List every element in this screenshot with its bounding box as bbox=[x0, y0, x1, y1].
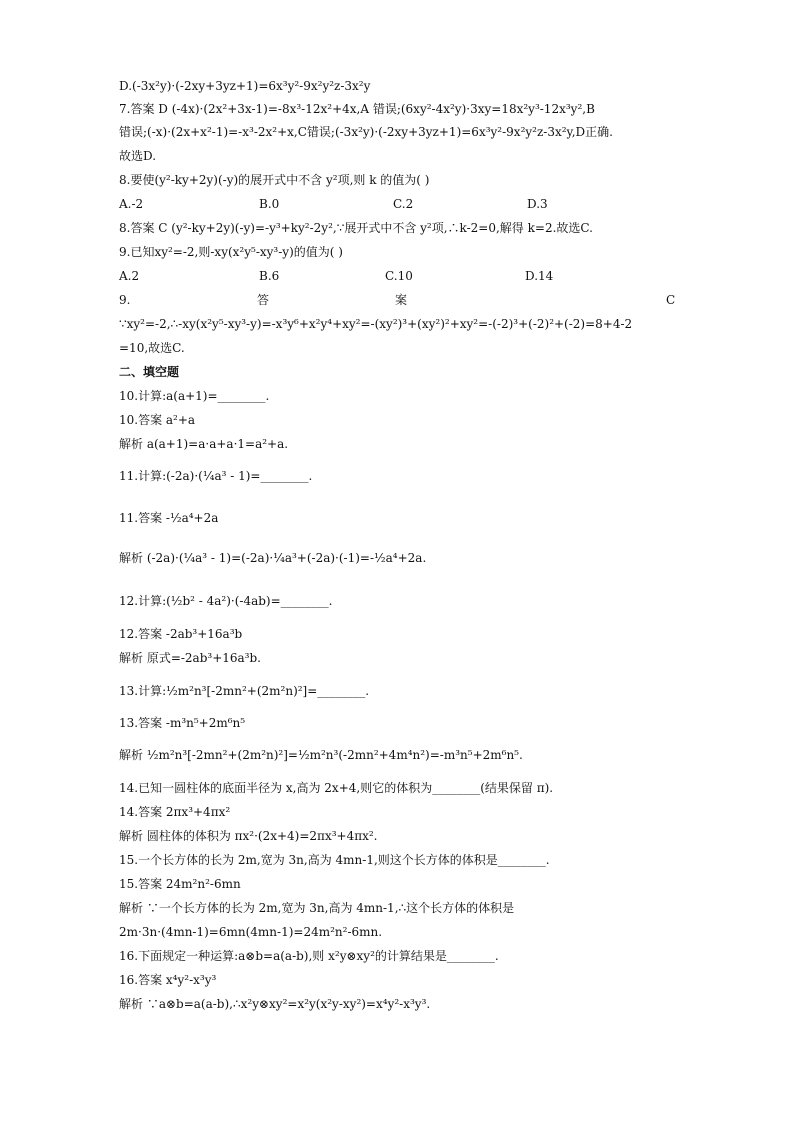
section-heading: 二、填空题 bbox=[119, 365, 180, 379]
answer-10: 10.答案 a²+a bbox=[119, 413, 196, 427]
question-10: 10.计算:a(a+1)=________. bbox=[119, 389, 270, 403]
explanation-12: 解析 原式=-2ab³+16a³b. bbox=[119, 651, 261, 665]
text-line: D.(-3x²y)·(-2xy+3yz+1)=6x³y²-9x²y²z-3x²y bbox=[119, 79, 371, 93]
answer-11: 11.答案 -½a⁴+2a bbox=[119, 511, 219, 525]
explanation-11: 解析 (-2a)·(¼a³ - 1)=(-2a)·¼a³+(-2a)·(-1)=-½a⁴+2a. bbox=[119, 551, 427, 565]
explanation-13: 解析 ½m²n³[-2mn²+(2m²n)²]=½m²n³(-2mn²+4m⁴n²)=-m³n⁵+2m⁶n⁵. bbox=[119, 748, 523, 762]
explanation-15: 解析 ∵一个长方体的长为 2m,宽为 3n,高为 4mn-1,∴这个长方体的体积是 bbox=[119, 901, 515, 915]
question-11: 11.计算:(-2a)·(¼a³ - 1)=________. bbox=[119, 469, 313, 483]
text-line: 错误;(-x)·(2x+x²-1)=-x³-2x²+x,C错误;(-3x²y)·(-2xy+3yz+1)=6x³y²-9x²y²z-3x²y,D正确. bbox=[119, 125, 613, 139]
option: D.3 bbox=[527, 197, 548, 211]
question-8: 8.要使(y²-ky+2y)(-y)的展开式中不含 y²项,则 k 的值为( ) bbox=[119, 173, 430, 187]
option: A.-2 bbox=[119, 197, 144, 211]
question-16: 16.下面规定一种运算:a⊗b=a(a-b),则 x²y⊗xy²的计算结果是________. bbox=[119, 949, 499, 963]
answer-8: 8.答案 C (y²-ky+2y)(-y)=-y³+ky²-2y²,∵展开式中不含 y²项,∴k-2=0,解得 k=2.故选C. bbox=[119, 221, 593, 235]
text-line: =10,故选C. bbox=[119, 341, 185, 355]
option: D.14 bbox=[525, 269, 554, 283]
explanation-16: 解析 ∵a⊗b=a(a-b),∴x²y⊗xy²=x²y(x²y-xy²)=x⁴y²-x³y³. bbox=[119, 997, 431, 1011]
option: B.6 bbox=[259, 269, 280, 283]
text-line: 7.答案 D (-4x)·(2x²+3x-1)=-8x³-12x²+4x,A 错误;(6xy²-4x²y)·3xy=18x²y³-12x³y²,B bbox=[119, 102, 595, 116]
answer-12: 12.答案 -2ab³+16a³b bbox=[119, 627, 243, 641]
option: C.10 bbox=[385, 269, 413, 283]
option: B.0 bbox=[259, 197, 280, 211]
question-14: 14.已知一圆柱体的底面半径为 x,高为 2x+4,则它的体积为________(结果保留 π). bbox=[119, 781, 554, 795]
question-15: 15.一个长方体的长为 2m,宽为 3n,高为 4mn-1,则这个长方体的体积是________. bbox=[119, 853, 550, 867]
explanation-15-cont: 2m·3n·(4mn-1)=6mn(4mn-1)=24m²n²-6mn. bbox=[119, 925, 383, 939]
explanation-14: 解析 圆柱体的体积为 πx²·(2x+4)=2πx³+4πx². bbox=[119, 829, 378, 843]
text-line: 故选D. bbox=[119, 149, 157, 163]
answer-16: 16.答案 x⁴y²-x³y³ bbox=[119, 973, 217, 987]
explanation-10: 解析 a(a+1)=a·a+a·1=a²+a. bbox=[119, 437, 289, 451]
text-line: ∵xy²=-2,∴-xy(x²y⁵-xy³-y)=-x³y⁶+x²y⁴+xy²=-(xy²)³+(xy²)²+xy²=-(-2)³+(-2)²+(-2)=8+4-2 bbox=[119, 317, 633, 331]
answer-14: 14.答案 2πx³+4πx² bbox=[119, 805, 231, 819]
question-9: 9.已知xy²=-2,则-xy(x²y⁵-xy³-y)的值为( ) bbox=[119, 245, 343, 259]
question-13: 13.计算:½m²n³[-2mn²+(2m²n)²]=________. bbox=[119, 684, 370, 698]
option: A.2 bbox=[119, 269, 140, 283]
answer-13: 13.答案 -m³n⁵+2m⁶n⁵ bbox=[119, 716, 246, 730]
question-12: 12.计算:(½b² - 4a²)·(-4ab)=________. bbox=[119, 594, 333, 608]
option: C.2 bbox=[393, 197, 414, 211]
answer-15: 15.答案 24m²n²-6mn bbox=[119, 877, 241, 891]
